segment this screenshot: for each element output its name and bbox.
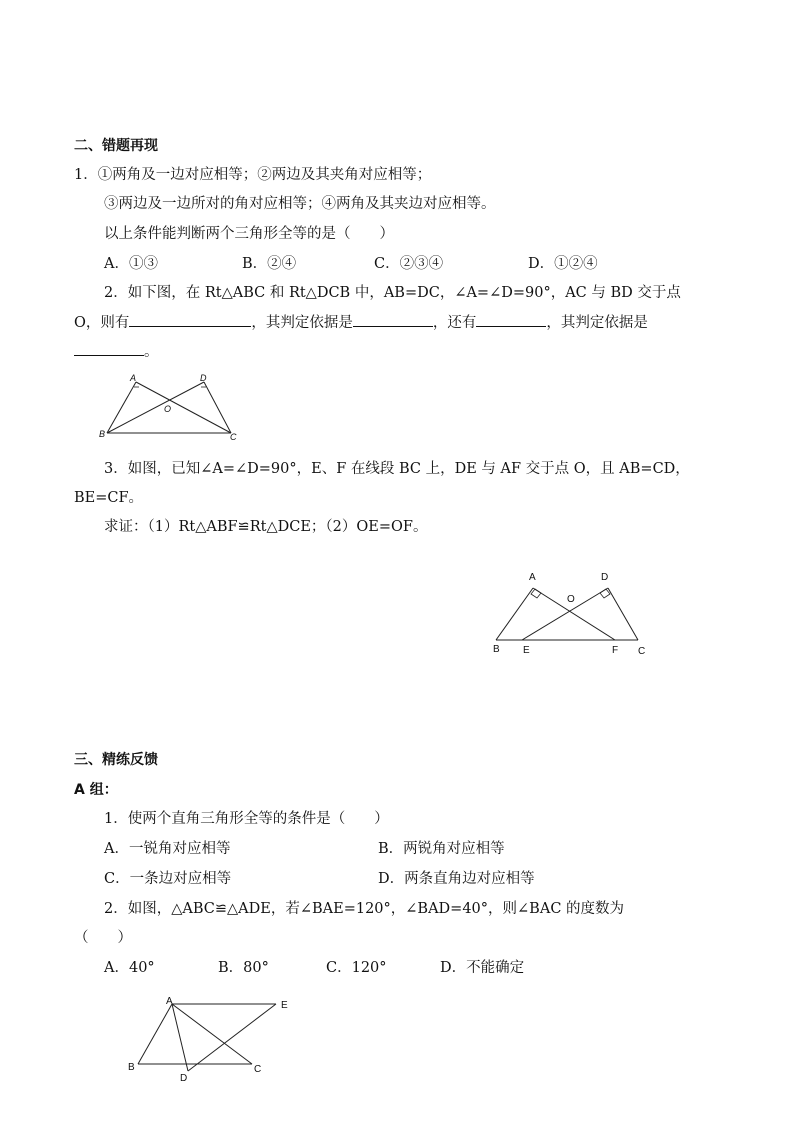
q2-text-a: O，则有	[74, 315, 130, 331]
s3-q1-option-b: B．两锐角对应相等	[378, 841, 505, 857]
q3-line-1: 3．如图，已知∠A=∠D=90°，E、F 在线段 BC 上，DE 与 AF 交于点 O，且 AB=CD，	[104, 461, 690, 477]
s3-fig-line-ba	[138, 1004, 172, 1064]
q2-fig-label-c: C	[230, 432, 237, 442]
q2-fig-label-a: A	[130, 373, 137, 383]
s3-q1-stem: 1．使两个直角三角形全等的条件是（ ）	[104, 811, 389, 827]
q1-option-a: A．①③	[104, 256, 158, 272]
q2-figure	[96, 372, 246, 442]
q3-fig-line-ba	[496, 588, 533, 640]
q3-fig-line-ed	[522, 588, 608, 640]
s3-q2-option-d: D．不能确定	[440, 960, 525, 976]
group-a-heading: A 组：	[74, 782, 118, 798]
q3-fig-line-dc	[608, 588, 638, 640]
s3-q2-line-1: 2．如图，△ABC≌△ADE，若∠BAE=120°，∠BAD=40°，则∠BAC 的度数为	[104, 901, 625, 917]
q3-fig-label-d: D	[601, 572, 609, 583]
s3-q2-option-b: B．80°	[218, 960, 269, 976]
q2-line-2	[74, 312, 648, 333]
s3-fig-label-c: C	[254, 1064, 262, 1075]
q2-fig-label-d: D	[200, 373, 207, 383]
s3-q2-option-a: A．40°	[104, 960, 155, 976]
q2-text-d: ，其判定依据是	[546, 315, 648, 331]
q1-option-c: C．②③④	[374, 256, 444, 272]
q2-line-3	[74, 341, 159, 362]
s3-q2-line-2: （ ）	[74, 930, 132, 946]
section-heading-3: 三、精练反馈	[74, 752, 158, 768]
s3-q2-figure	[120, 994, 300, 1084]
q3-fig-label-f: F	[612, 645, 619, 656]
q2-fig-label-b: B	[99, 429, 106, 439]
s3-fig-label-e: E	[281, 1000, 288, 1011]
s3-fig-line-de	[188, 1004, 276, 1071]
q2-line-3-end: 。	[144, 344, 159, 360]
q3-fig-label-a: A	[529, 572, 536, 583]
q3-fig-label-e: E	[523, 645, 530, 656]
q1-option-b: B．②④	[242, 256, 297, 272]
q2-fig-label-o: O	[164, 404, 172, 414]
q1-line-3: 以上条件能判断两个三角形全等的是（ ）	[104, 226, 394, 242]
q1-line-1: 1．①两角及一边对应相等；②两边及其夹角对应相等；	[74, 167, 432, 183]
answer-blank-4[interactable]	[74, 341, 144, 356]
s3-fig-label-d: D	[180, 1073, 188, 1084]
q3-fig-label-o: O	[567, 594, 575, 605]
s3-q1-option-a: A．一锐角对应相等	[104, 841, 231, 857]
q3-line-3: 求证：（1）Rt△ABF≌Rt△DCE；（2）OE=OF。	[104, 519, 428, 535]
q1-line-2: ③两边及一边所对的角对应相等；④两角及其夹边对应相等。	[104, 196, 496, 212]
q2-text-b: ，其判定依据是	[251, 315, 353, 331]
q2-line-1: 2．如下图，在 Rt△ABC 和 Rt△DCB 中，AB=DC，∠A=∠D=90°，AC 与 BD 交于点	[104, 285, 681, 301]
answer-blank-3[interactable]	[476, 312, 546, 327]
s3-q1-option-d: D．两条直角边对应相等	[378, 871, 535, 887]
s3-q1-option-c: C．一条边对应相等	[104, 871, 232, 887]
q1-option-d: D．①②④	[528, 256, 598, 272]
answer-blank-2[interactable]	[353, 312, 433, 327]
s3-fig-label-a: A	[166, 996, 173, 1007]
q2-text-c: ，还有	[432, 315, 477, 331]
s3-fig-label-b: B	[128, 1062, 135, 1073]
q3-line-2: BE=CF。	[74, 490, 144, 506]
s3-q2-option-c: C．120°	[326, 960, 387, 976]
section-heading-2: 二、错题再现	[74, 138, 158, 154]
q3-fig-label-c: C	[638, 646, 646, 657]
q2-fig-line-ac	[136, 382, 231, 433]
q3-fig-label-b: B	[493, 644, 500, 655]
q3-figure	[490, 568, 650, 660]
answer-blank-1[interactable]	[129, 312, 251, 327]
